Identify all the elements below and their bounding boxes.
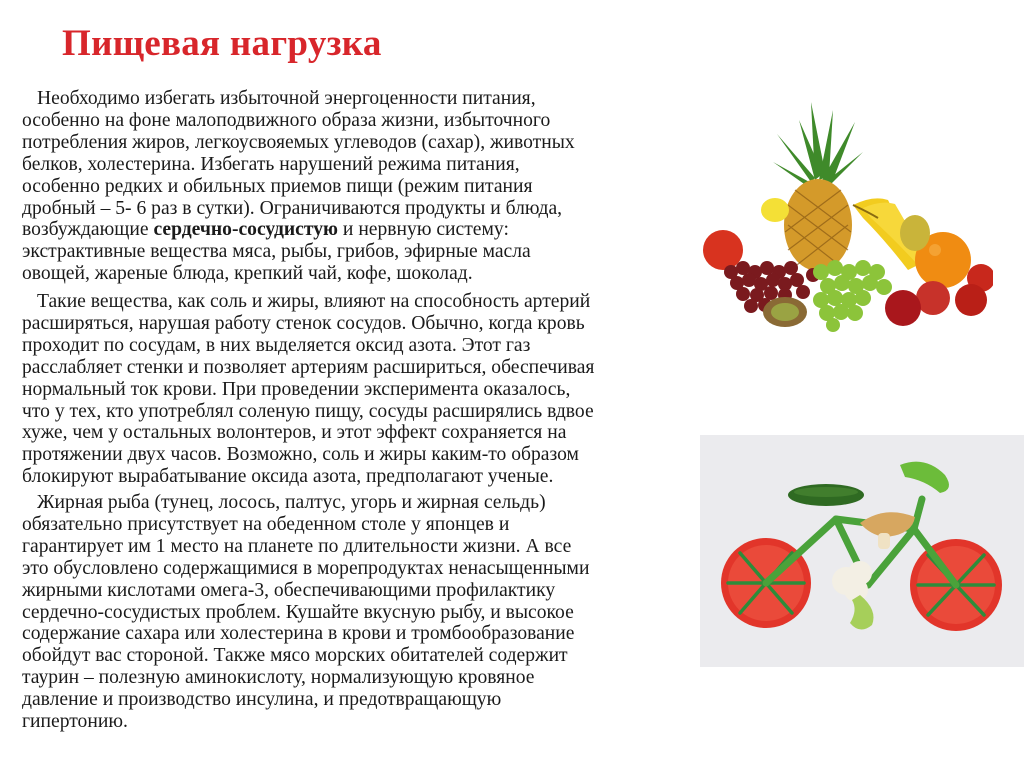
text-line: гипертонию. xyxy=(22,711,128,733)
apple xyxy=(955,284,987,316)
text-line: Такие вещества, как соль и жиры, влияют на способность артерий xyxy=(37,291,591,312)
vegetable-bicycle-image xyxy=(700,435,1024,667)
bicycle-drawing xyxy=(700,435,1024,667)
pear xyxy=(900,215,930,251)
text-fragment: возбуждающие xyxy=(22,219,154,241)
bold-term: сердечно-сосудистую xyxy=(153,219,339,241)
text-line: что у тех, кто употреблял соленую пищу, сосуды расширялись вдвое xyxy=(22,400,594,422)
text-line: таурин – полезную аминокислоту, нормализующую кровяное xyxy=(22,667,535,689)
pineapple-leaves xyxy=(773,102,863,186)
paragraph-diet-load xyxy=(22,88,575,285)
page-title: Пищевая нагрузка xyxy=(62,23,382,64)
text-line: белков, холестерина. Избегать нарушений режима питания, xyxy=(22,153,520,175)
fruit-basket-image xyxy=(703,100,993,340)
text-line: обойдут вас стороной. Также мясо морских обитателей содержит xyxy=(22,645,568,667)
apple xyxy=(703,230,743,270)
text-line: Жирная рыба (тунец, лосось, палтус, угорь и жирная сельдь) xyxy=(37,492,546,513)
pepper-handlebar xyxy=(900,462,949,493)
text-line: особенно на фоне малоподвижного образа жизни, избыточного xyxy=(22,109,551,131)
text-line: Необходимо избегать избыточной энергоценности питания, xyxy=(37,88,536,109)
text-line: блокируют вырабатывание оксида азота, предполагают ученые. xyxy=(22,466,554,488)
text-line: особенно редких и обильных приемов пищи (режим питания xyxy=(22,175,533,197)
paragraph-fatty-fish xyxy=(22,492,589,733)
paragraph-salt-fat xyxy=(22,291,594,488)
text-line: дробный – 5- 6 раз в сутки). Ограничиваются продукты и блюда, xyxy=(22,197,563,219)
apple xyxy=(885,290,921,326)
text-line: экстрактивные вещества мяса, рыбы, грибов, эфирные масла xyxy=(22,241,531,263)
text-line: овощей, жареные блюда, крепкий чай, кофе, шоколад. xyxy=(22,263,473,285)
text-line: расширяться, нарушая работу стенок сосудов. Обычно, когда кровь xyxy=(22,312,585,334)
text-line: гарантирует им 1 место на планете по длительности жизни. А все xyxy=(22,535,572,557)
text-fragment: и нервную систему: xyxy=(338,219,509,241)
cauliflower xyxy=(832,561,872,602)
green-grapes xyxy=(813,260,892,332)
text-line: проходит по сосудам, в них выделяется оксид азота. Этот газ xyxy=(22,334,531,356)
text-line: потребления жиров, легкоусвояемых углеводов (сахар), животных xyxy=(22,131,575,153)
text-line: протяжении двух часов. Возможно, соль и жиры каким-то образом xyxy=(22,444,579,466)
text-line: расслабляет стенки и позволяет артериям расшириться, обеспечивая xyxy=(22,356,595,378)
text-line: содержание сахара или холестерина в крови и тромбообразование xyxy=(22,623,575,645)
text-line: хуже, чем у остальных волонтеров, и этот эффект сохраняется на xyxy=(22,422,567,444)
pepper-pedal xyxy=(850,595,874,630)
text-line: обязательно присутствует на обеденном столе у японцев и xyxy=(22,513,510,535)
apple xyxy=(916,281,950,315)
text-line: нормальный ток крови. При проведении эксперимента оказалось, xyxy=(22,378,571,400)
text-line xyxy=(22,219,575,241)
text-line: это обусловлено содержащимися в морепродуктах ненасыщенными xyxy=(22,557,590,579)
text-line: сердечно-сосудистых проблем. Кушайте вкусную рыбу, и высокое xyxy=(22,601,574,623)
text-line: жирными кислотами омега-3, обеспечивающими профилактику xyxy=(22,579,556,601)
text-line: давление и производство инсулина, и предотвращающую xyxy=(22,689,502,711)
lemon xyxy=(761,198,789,222)
